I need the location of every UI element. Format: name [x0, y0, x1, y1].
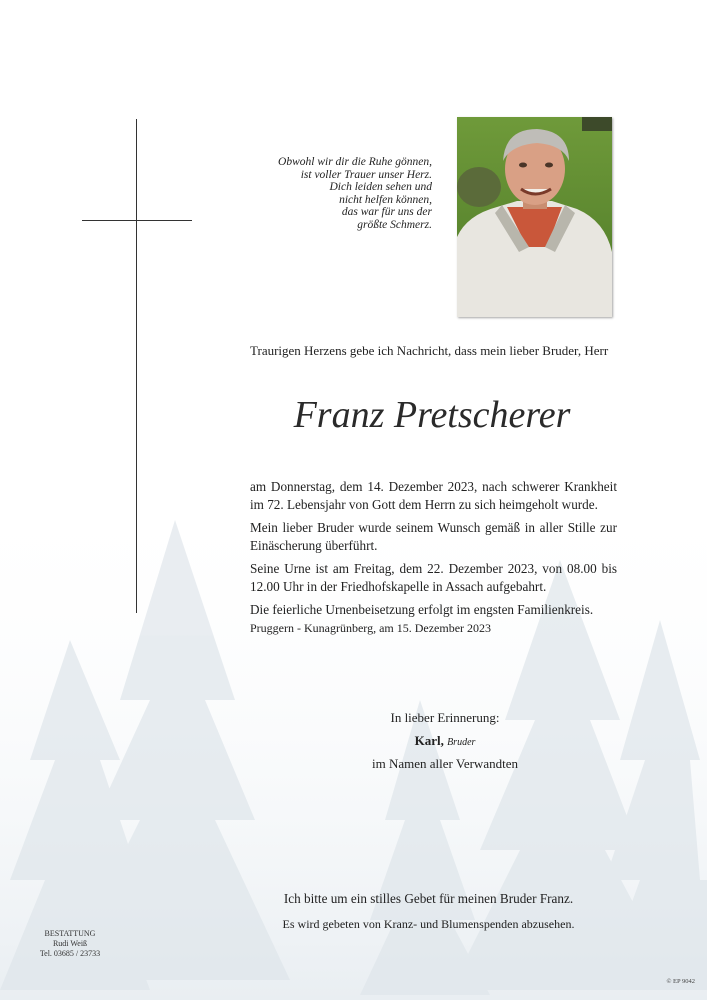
poem-line: nicht helfen können, — [339, 193, 432, 206]
undertaker-info — [30, 929, 110, 959]
prayer-request: Ich bitte um ein stilles Gebet für meinen Bruder Franz. — [283, 891, 574, 906]
portrait-photo — [457, 117, 612, 317]
intro-text: Traurigen Herzens gebe ich Nachricht, dass mein lieber Bruder, Herr — [250, 343, 609, 358]
paragraph-death: am Donnerstag, dem 14. Dezember 2023, nach schwerer Krankheit im 72. Lebensjahr von Gott dem Herrn zu sich heimgeholt wurde. — [250, 479, 617, 512]
signer-line — [300, 729, 590, 752]
cross-horizontal — [82, 220, 192, 221]
poem-line: Dich leiden sehen und — [329, 181, 432, 194]
place-date: Pruggern - Kunagrünberg, am 15. Dezember 2023 — [250, 621, 492, 635]
undertaker-line2: Rudi Weiß — [52, 939, 88, 948]
family-line: im Namen aller Verwandten — [372, 756, 518, 771]
signer-name: Karl, — [414, 733, 444, 748]
obituary-body — [250, 478, 617, 625]
flowers-notice: Es wird gebeten von Kranz- und Blumenspenden abzusehen. — [282, 917, 575, 931]
paragraph-viewing: Seine Urne ist am Freitag, dem 22. Dezember 2023, von 08.00 bis 12.00 Uhr in der Friedhofskapelle in Assach aufgebahrt. — [250, 561, 617, 594]
paragraph-burial: Die feierliche Urnenbeisetzung erfolgt im engsten Familienkreis. — [250, 602, 594, 617]
poem-line: größte Schmerz. — [357, 218, 432, 231]
poem-line: Obwohl wir dir die Ruhe gönnen, — [278, 156, 432, 168]
print-code: © EP 9042 — [666, 978, 695, 985]
undertaker-line1: BESTATTUNG — [44, 929, 96, 938]
cross-vertical — [136, 119, 137, 613]
deceased-name: Franz Pretscherer — [293, 394, 571, 436]
memory-section — [300, 706, 590, 775]
poem-line: das war für uns der — [341, 206, 432, 219]
undertaker-line3: Tel. 03685 / 23733 — [39, 949, 101, 958]
poem-line: ist voller Trauer unser Herz. — [300, 168, 432, 181]
poem — [262, 156, 432, 232]
signer-relation: Bruder — [447, 737, 476, 748]
memory-heading: In lieber Erinnerung: — [390, 710, 500, 725]
paragraph-cremation: Mein lieber Bruder wurde seinem Wunsch gemäß in aller Stille zur Einäscherung überführt. — [250, 520, 617, 553]
